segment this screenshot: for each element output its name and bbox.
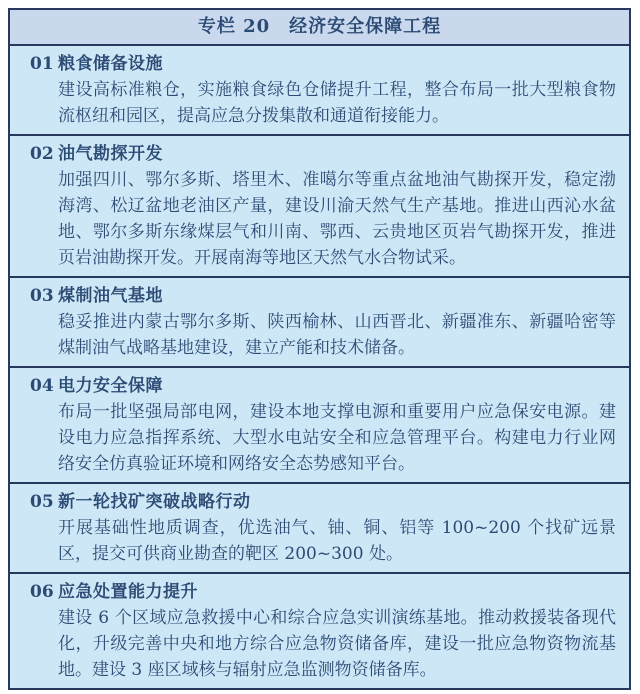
item-body: 开展基础性地质调查，优选油气、铀、铜、铝等 100~200 个找矿远景区，提交可供商业勘查的靶区 200~300 处。 (58, 518, 616, 564)
item-title: 煤制油气基地 (58, 286, 163, 306)
item-title: 应急处置能力提升 (58, 582, 198, 602)
item-body: 布局一批坚强局部电网，建设本地支撑电源和重要用户应急保安电源。建设电力应急指挥系统、大型水电站安全和应急管理平台。构建电力行业网络安全仿真验证环境和网络安全态势感知平台。 (58, 402, 616, 474)
item-heading (30, 283, 616, 309)
table-row (10, 276, 629, 366)
item-body: 建设 6 个区域应急救援中心和综合应急实训演练基地。推动救援装备现代化，升级完善中央和地方综合应急物资储备库，建设一批应急物资物流基地。建设 3 座区域核与辐射应急监测物资储备库。 (58, 608, 616, 680)
item-number: 01 (30, 54, 54, 74)
item-heading (30, 51, 616, 77)
item-body: 建设高标准粮仓，实施粮食绿色仓储提升工程，整合布局一批大型粮食物流枢纽和园区，提高应急分拨集散和通道衔接能力。 (58, 80, 616, 126)
item-number: 03 (30, 286, 54, 306)
table-row (10, 134, 629, 276)
item-title: 粮食储备设施 (58, 54, 163, 74)
item-number: 06 (30, 582, 54, 602)
item-number: 02 (30, 144, 54, 164)
item-title: 油气勘探开发 (58, 144, 163, 164)
item-number: 04 (30, 376, 54, 396)
item-body: 稳妥推进内蒙古鄂尔多斯、陕西榆林、山西晋北、新疆准东、新疆哈密等煤制油气战略基地建设，建立产能和技术储备。 (58, 312, 616, 358)
project-box-table (8, 8, 631, 690)
item-heading (30, 141, 616, 167)
item-heading (30, 373, 616, 399)
table-row (10, 482, 629, 572)
item-title: 电力安全保障 (58, 376, 163, 396)
table-row (10, 366, 629, 482)
item-number: 05 (30, 492, 54, 512)
item-heading (30, 489, 616, 515)
item-heading (30, 579, 616, 605)
box-header-title: 专栏 20 经济安全保障工程 (10, 10, 629, 44)
table-row (10, 572, 629, 688)
item-body: 加强四川、鄂尔多斯、塔里木、准噶尔等重点盆地油气勘探开发，稳定渤海湾、松辽盆地老油区产量，建设川渝天然气生产基地。推进山西沁水盆地、鄂尔多斯东缘煤层气和川南、鄂西、云贵地区页岩气勘探开发，推进页岩油勘探开发。开展南海等地区天然气水合物试采。 (58, 170, 616, 268)
item-title: 新一轮找矿突破战略行动 (58, 492, 251, 512)
table-row (10, 44, 629, 134)
